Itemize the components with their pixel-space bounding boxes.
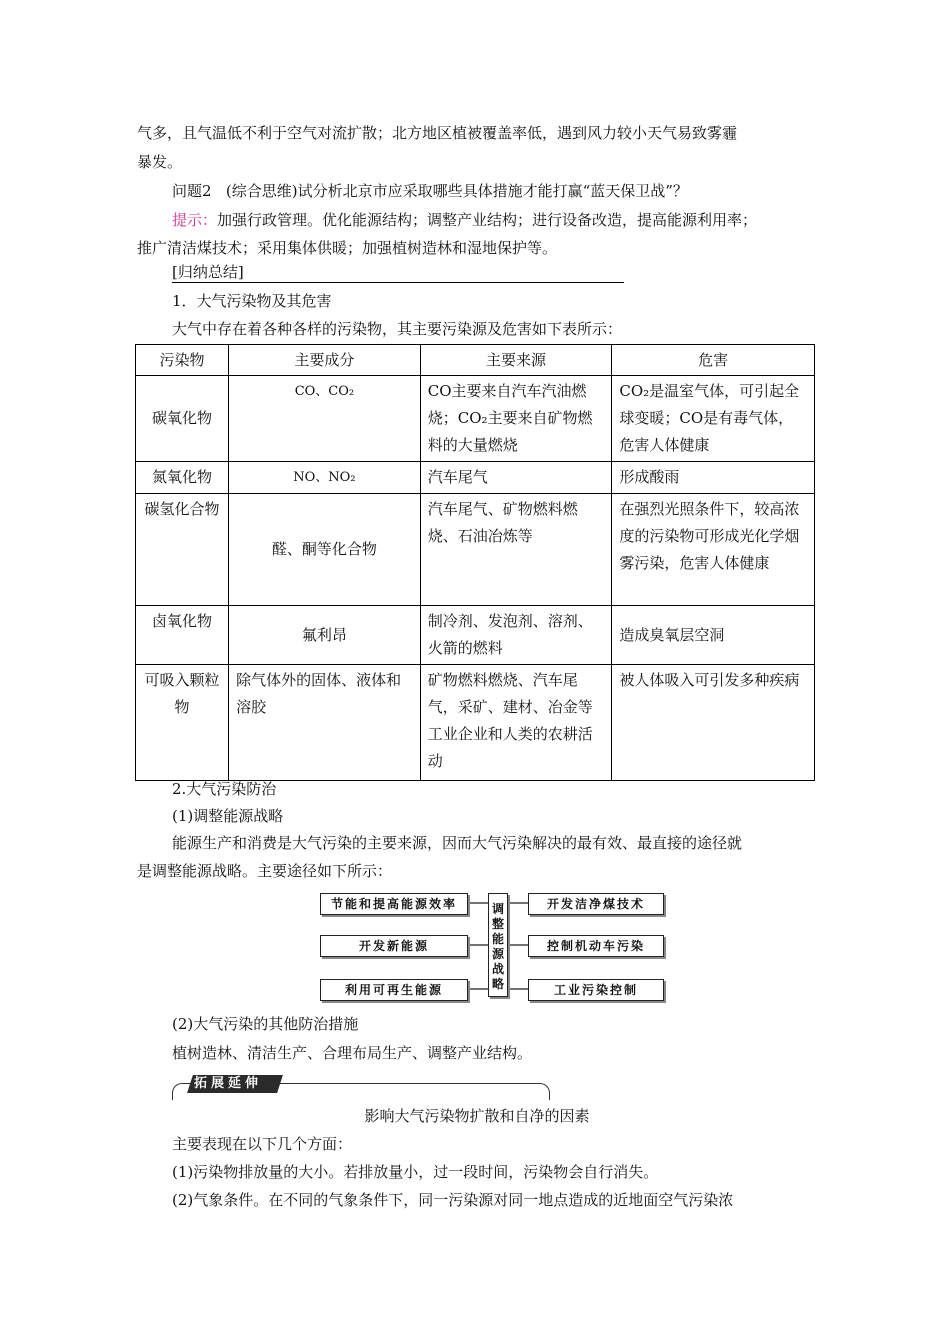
- diagram-right-3: 工业污染控制: [528, 979, 664, 1001]
- section2-sub2: (2)大气污染的其他防治措施: [172, 1015, 359, 1033]
- intro-line-2: 暴发。: [137, 153, 183, 171]
- section2-para-2: 是调整能源战略。主要途径如下所示：: [137, 862, 393, 880]
- diagram-center: 调整能源战略: [488, 893, 508, 997]
- cell-components: 氟利昂: [229, 606, 421, 665]
- diagram-left-3: 利用可再生能源: [320, 979, 468, 1001]
- cell-harm: 造成臭氧层空洞: [612, 606, 815, 665]
- hint-line-1: [172, 207, 852, 233]
- cell-pollutant: 可吸入颗粒物: [136, 665, 229, 781]
- intro-line-1: 气多，且气温低不利于空气对流扩散；北方地区植被覆盖率低，遇到风力较小天气易致雾霾: [137, 124, 738, 142]
- table-row: [136, 462, 815, 494]
- cell-components: NO、NO₂: [229, 462, 421, 494]
- section2-sub1: (1)调整能源战略: [172, 807, 284, 825]
- cell-harm: 被人体吸入可引发多种疾病: [612, 665, 815, 781]
- question-tag: (综合思维): [225, 182, 298, 200]
- cell-harm: 在强烈光照条件下，较高浓度的污染物可形成光化学烟雾污染，危害人体健康: [612, 494, 815, 606]
- pollutant-table: [135, 344, 815, 781]
- table-row: [136, 606, 815, 665]
- extension-item-1: (1)污染物排放量的大小。若排放量小，过一段时间，污染物会自行消失。: [172, 1163, 659, 1181]
- cell-pollutant: 卤氧化物: [136, 606, 229, 665]
- header-harm: 危害: [612, 345, 815, 376]
- cell-pollutant: 碳氢化合物: [136, 494, 229, 606]
- hint-text-1: 加强行政管理。优化能源结构；调整产业结构；进行设备改造，提高能源利用率；: [217, 211, 758, 229]
- cell-harm: CO₂是温室气体，可引起全球变暖；CO是有毒气体，危害人体健康: [612, 376, 815, 462]
- question-2: [172, 178, 852, 204]
- cell-harm: 形成酸雨: [612, 462, 815, 494]
- cell-pollutant: 碳氧化物: [136, 376, 229, 462]
- section1-title: 1．大气污染物及其危害: [172, 292, 332, 310]
- summary-tag: [归纳总结]: [172, 262, 624, 283]
- table-row: [136, 494, 815, 606]
- cell-pollutant: 氮氧化物: [136, 462, 229, 494]
- question-label: 问题2: [172, 182, 212, 200]
- cell-sources: 汽车尾气、矿物燃料燃烧、石油冶炼等: [420, 494, 612, 606]
- diagram-right-1: 开发洁净煤技术: [528, 893, 664, 915]
- table-header-row: [136, 345, 815, 376]
- table-row: [136, 376, 815, 462]
- hint-label: 提示：: [172, 211, 218, 229]
- extension-intro: 主要表现在以下几个方面：: [172, 1135, 353, 1153]
- question-text: 试分析北京市应采取哪些具体措施才能打赢“蓝天保卫战”？: [297, 182, 688, 200]
- cell-sources: 矿物燃料燃烧、汽车尾气，采矿、建材、冶金等工业企业和人类的农耕活动: [420, 665, 612, 781]
- cell-sources: CO主要来自汽车汽油燃烧；CO₂主要来自矿物燃料的大量燃烧: [420, 376, 612, 462]
- cell-sources: 汽车尾气: [420, 462, 612, 494]
- extension-banner: [172, 1075, 550, 1099]
- diagram-right-2: 控制机动车污染: [528, 935, 664, 957]
- cell-sources: 制冷剂、发泡剂、溶剂、火箭的燃料: [420, 606, 612, 665]
- section2-title: 2.大气污染防治: [172, 780, 277, 798]
- section2-para-1: 能源生产和消费是大气污染的主要来源，因而大气污染解决的最有效、最直接的途径就: [172, 834, 743, 852]
- header-pollutant: 污染物: [136, 345, 229, 376]
- cell-components: CO、CO₂: [229, 376, 421, 462]
- other-measures: 植树造林、清洁生产、合理布局生产、调整产业结构。: [172, 1044, 533, 1062]
- cell-components: 醛、酮等化合物: [229, 494, 421, 606]
- header-components: 主要成分: [229, 345, 421, 376]
- table-row: [136, 665, 815, 781]
- diagram-left-2: 开发新能源: [320, 935, 468, 957]
- extension-item-2: (2)气象条件。在不同的气象条件下，同一污染源对同一地点造成的近地面空气污染浓: [172, 1191, 734, 1209]
- header-sources: 主要来源: [420, 345, 612, 376]
- extension-title: 影响大气污染物扩散和自净的因素: [364, 1107, 590, 1125]
- hint-line-2: 推广清洁煤技术；采用集体供暖；加强植树造林和湿地保护等。: [137, 239, 558, 257]
- diagram-left-1: 节能和提高能源效率: [320, 893, 468, 915]
- cell-components: 除气体外的固体、液体和溶胶: [229, 665, 421, 781]
- banner-label: 拓展延伸: [194, 1076, 263, 1091]
- section1-intro: 大气中存在着各种各样的污染物，其主要污染源及危害如下表所示：: [172, 320, 623, 338]
